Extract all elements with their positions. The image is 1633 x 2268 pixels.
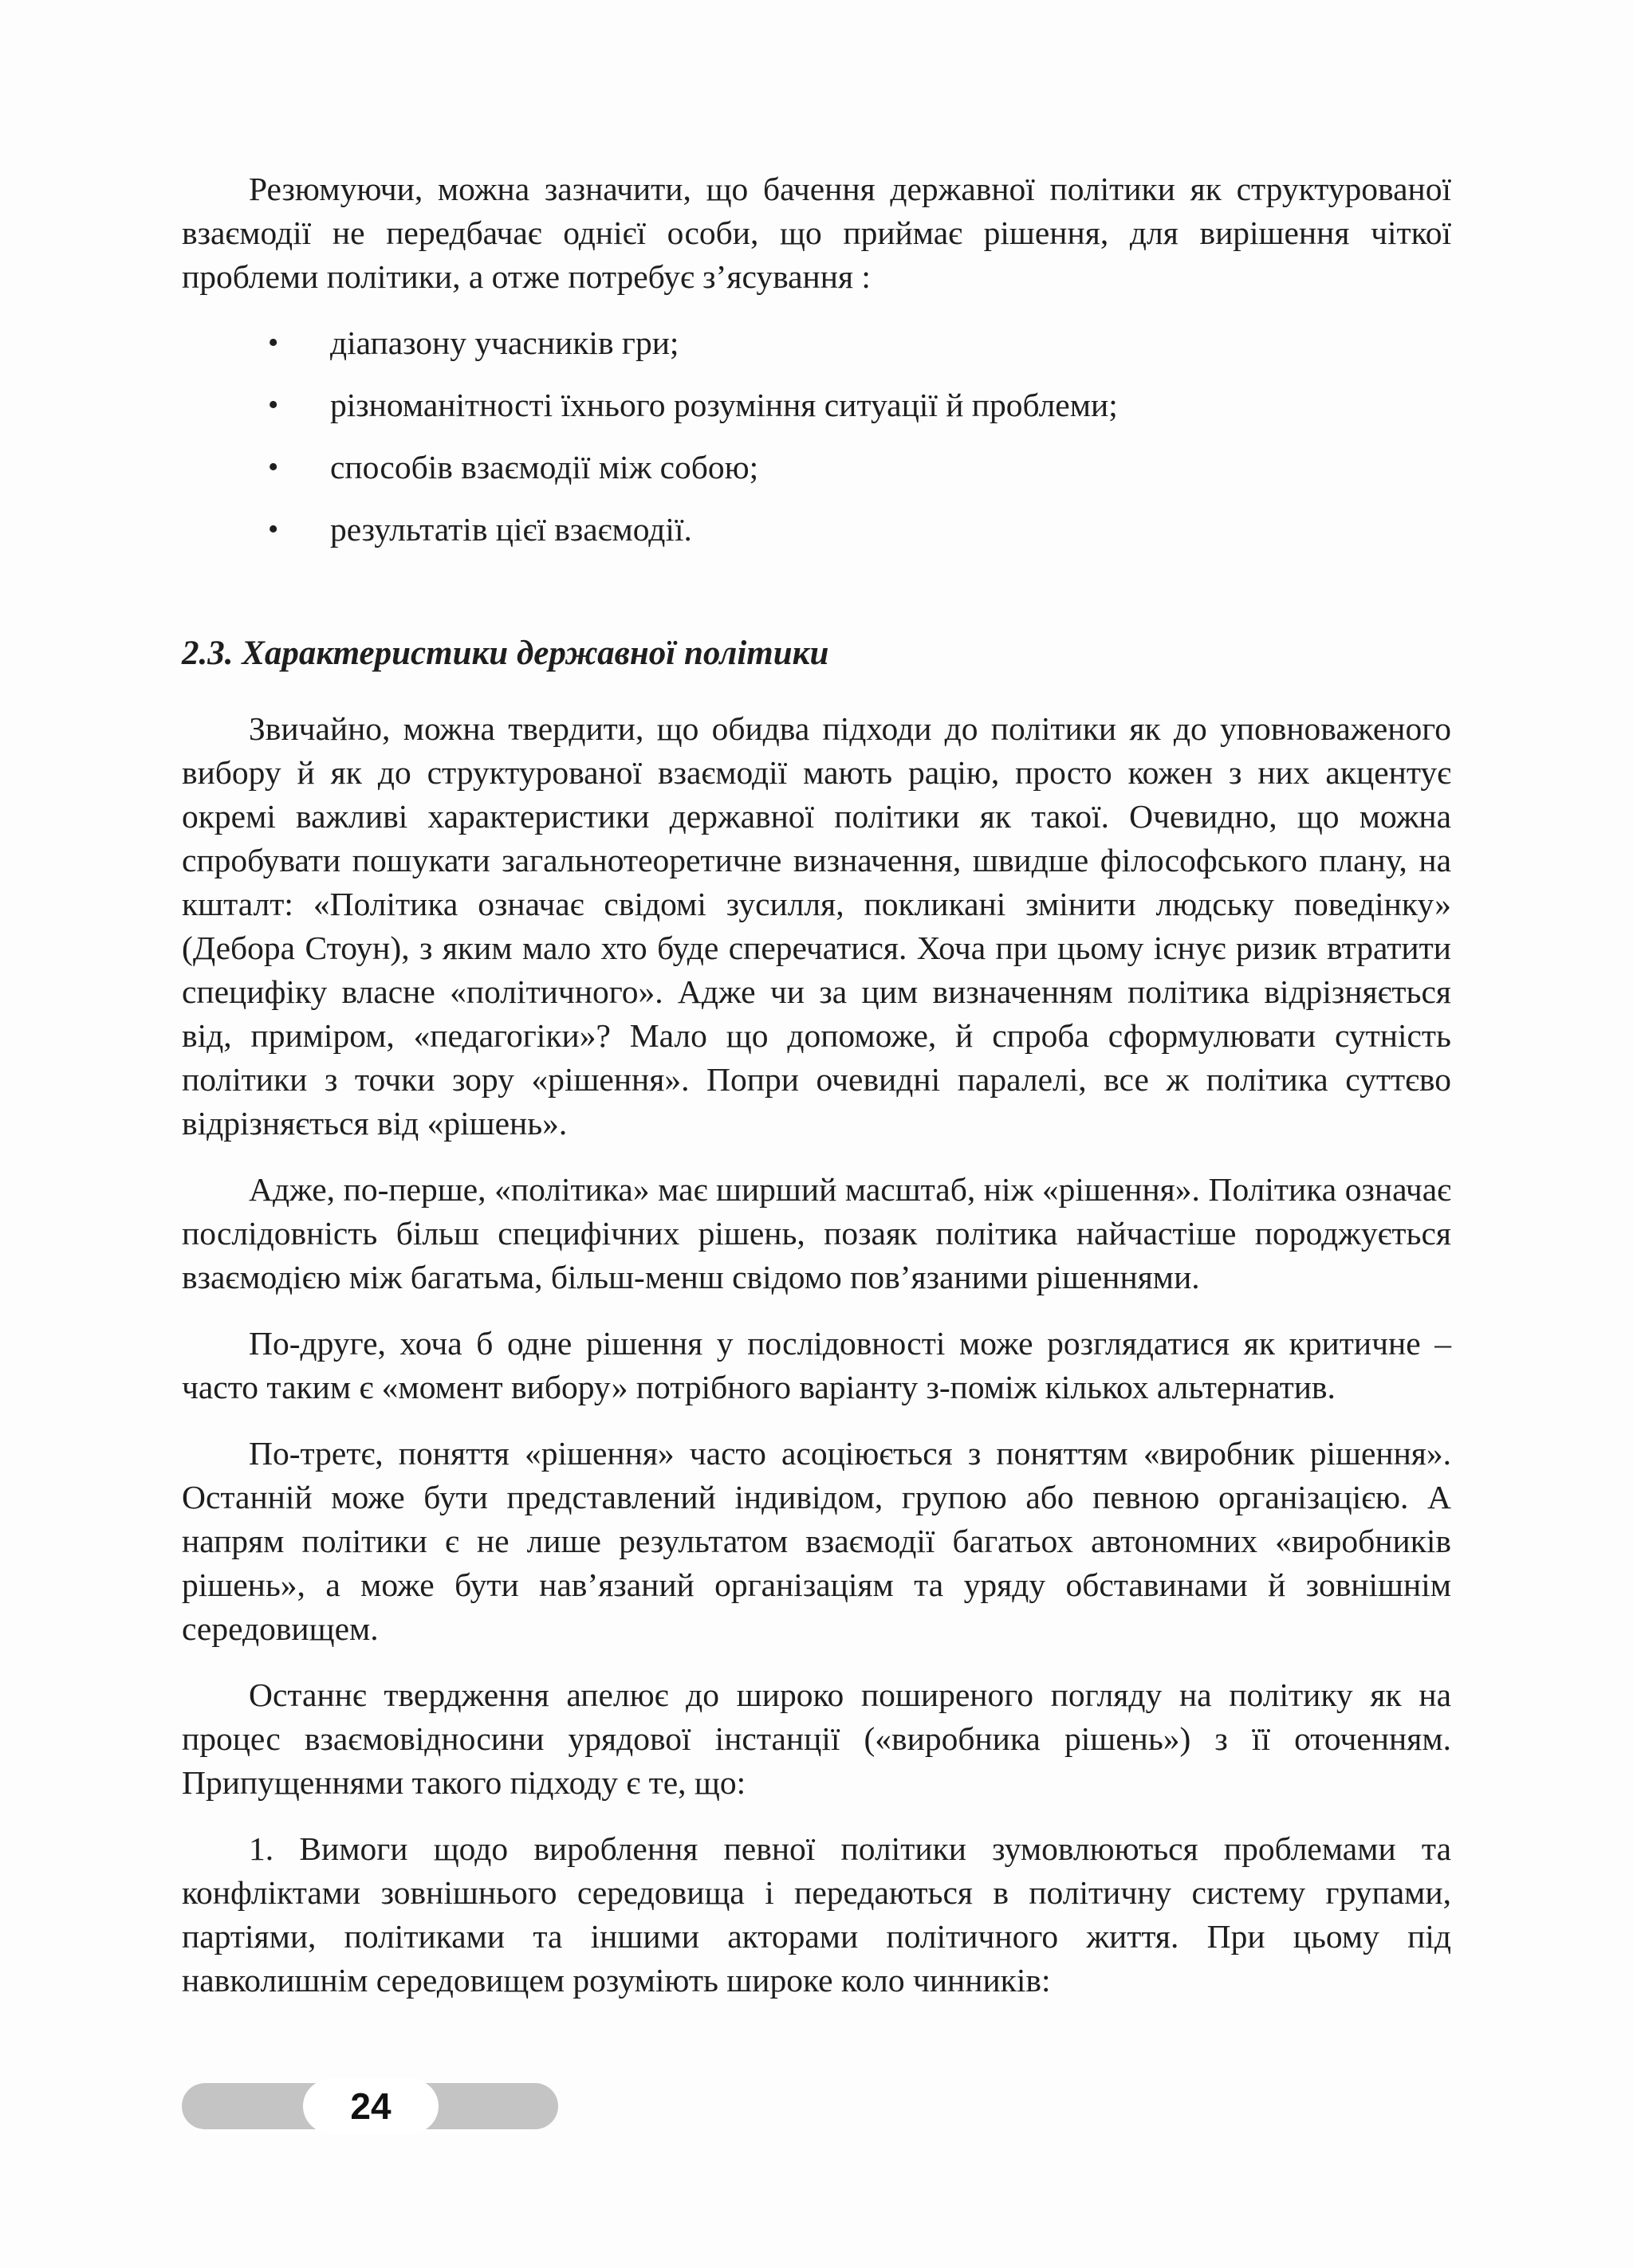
list-item-text: способів взаємодії між собою; bbox=[330, 449, 759, 485]
bullet-list bbox=[182, 321, 1451, 552]
section-heading: 2.3. Характеристики державної політики bbox=[182, 635, 829, 672]
body-paragraph: По-третє, поняття «рішення» часто асоціюється з поняттям «виробник рішення». Останній може бути представлений індивідом, групою або певною організацією. А напрям політики є не лише результатом взаємодії багатьох автономних «виробників рішень», а може бути нав’язаний організаціям та уряду обставинами й зовнішнім середовищем. bbox=[182, 1435, 1451, 1647]
body-paragraph: Адже, по-перше, «політика» має ширший масштаб, ніж «рішення». Політика означає послідовність більш специфічних рішень, позаяк політика найчастіше породжується взаємодією між багатьма, більш-менш свідомо пов’язаними рішеннями. bbox=[182, 1171, 1451, 1295]
page-number: 24 bbox=[303, 2079, 439, 2133]
list-item-text: різноманітності їхнього розуміння ситуації й проблеми; bbox=[330, 387, 1118, 423]
body-paragraph: 1. Вимоги щодо вироблення певної політики зумовлюються проблемами та конфліктами зовнішнього середовища і передаються в політичну систему групами, партіями, політиками та іншими акторами політичного життя. При цьому під навколишнім середовищем розуміють широке коло чинників: bbox=[182, 1830, 1451, 1999]
list-item bbox=[182, 446, 1451, 489]
intro-paragraph: Резюмуючи, можна зазначити, що бачення державної політики як структурованої взаємодії не передбачає однієї особи, що приймає рішення, для вирішення чіткої проблеми політики, а отже потребує з’ясування : bbox=[182, 171, 1451, 295]
bullet-icon: • bbox=[268, 513, 279, 546]
list-item bbox=[182, 508, 1451, 552]
body-paragraph: По-друге, хоча б одне рішення у послідовності може розглядатися як критичне – часто таким є «момент вибору» потрібного варіанту з-поміж кількох альтернатив. bbox=[182, 1325, 1451, 1405]
body-paragraph: Звичайно, можна твердити, що обидва підходи до політики як до уповноваженого вибору й як до структурованої взаємодії мають рацію, просто кожен з них акцентує окремі важливі характеристики державної політики як такої. Очевидно, що можна спробувати пошукати загальнотеоретичне визначення, швидше філософського плану, на кшталт: «Політика означає свідомі зусилля, покликані змінити людську поведінку» (Дебора Стоун), з яким мало хто буде сперечатися. Хоча при цьому існує ризик втратити специфіку власне «політичного». Адже чи за цим визначенням політика відрізняється від, приміром, «педагогіки»? Мало що допоможе, й спроба сформулювати сутність політики з точки зору «рішення». Попри очевидні паралелі, все ж політика суттєво відрізняється від «рішень». bbox=[182, 710, 1451, 1142]
list-item bbox=[182, 321, 1451, 365]
bullet-icon: • bbox=[268, 326, 279, 360]
list-item-text: результатів цієї взаємодії. bbox=[330, 511, 692, 548]
list-item bbox=[182, 383, 1451, 427]
list-item-text: діапазону учасників гри; bbox=[330, 324, 679, 361]
bullet-icon: • bbox=[268, 450, 279, 484]
text-column bbox=[182, 167, 1451, 2025]
body-paragraph: Останнє твердження апелює до широко поширеного погляду на політику як на процес взаємовідносини урядової інстанції («виробника рішень») з її оточенням. Припущеннями такого підходу є те, що: bbox=[182, 1676, 1451, 1801]
bullet-icon: • bbox=[268, 388, 279, 422]
